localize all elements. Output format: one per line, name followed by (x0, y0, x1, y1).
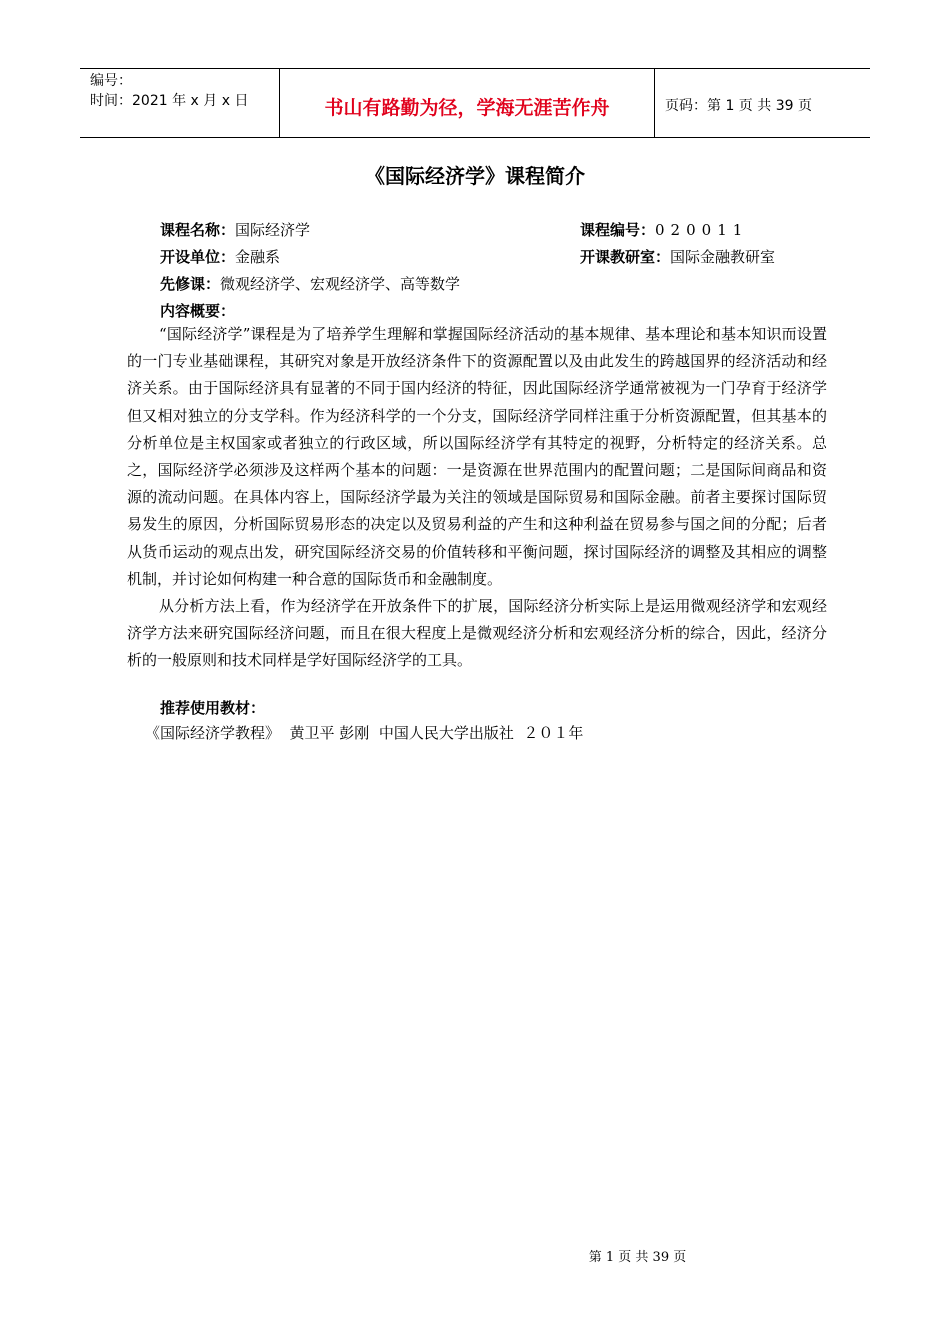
unit-label: 开设单位： (160, 248, 236, 266)
document-number-label: 编号： (90, 73, 132, 89)
unit-value: 金融系 (235, 248, 281, 266)
course-code-label: 课程编号： (580, 221, 656, 239)
header-info-cell (80, 69, 280, 137)
summary-label: 内容概要： (160, 302, 236, 320)
summary-paragraph-1: “国际经济学”课程是为了培养学生理解和掌握国际经济活动的基本规律、基本理论和基本知识而设置的一门专业基础课程，其研究对象是开放经济条件下的资源配置以及由此发生的跨越国界的经济活动和经济关系。由于国际经济具有显著的不同于国内经济的特征，因此国际经济学通常被视为一门孕育于经济学但又相对独立的分支学科。作为经济科学的一个分支，国际经济学同样注重于分析资源配置，但其基本的分析单位是主权国家或者独立的行政区域，所以国际经济学有其特定的视野，分析特定的经济关系。总之，国际经济学必须涉及这样两个基本的问题：一是资源在世界范围内的配置问题；二是国际间商品和资源的流动问题。在具体内容上，国际经济学最为关注的领域是国际贸易和国际金融。前者主要探讨国际贸易发生的原因，分析国际贸易形态的决定以及贸易利益的产生和这种利益在贸易参与国之间的分配；后者从货币运动的观点出发，研究国际经济交易的价值转移和平衡问题，探讨国际经济的调整及其相应的调整机制，并讨论如何构建一种合意的国际货币和金融制度。 (127, 325, 827, 588)
course-name-value: 国际经济学 (235, 221, 311, 239)
prereq-label: 先修课： (160, 275, 221, 293)
course-name-label: 课程名称： (160, 221, 236, 239)
course-code-value: 020011 (655, 221, 749, 239)
course-meta (160, 217, 840, 325)
meta-row-1 (160, 217, 840, 244)
meta-row-3 (160, 271, 840, 298)
textbook-entry: 《国际经济学教程》 黄卫平 彭刚 中国人民大学出版社 ２０１年 (145, 724, 584, 742)
document-time-label: 时间：2021 年 x 月 x 日 (90, 93, 249, 109)
summary-paragraph-2: 从分析方法上看，作为经济学在开放条件下的扩展，国际经济分析实际上是运用微观经济学和宏观经济学方法来研究国际经济问题，而且在很大程度上是微观经济分析和宏观经济分析的综合，因此，经济分析的一般原则和技术同样是学好国际经济学的工具。 (127, 597, 827, 670)
office-label: 开课教研室： (580, 248, 671, 266)
prereq-value: 微观经济学、宏观经济学、高等数学 (220, 275, 461, 293)
header-motto: 书山有路勤为径，学海无涯苦作舟 (280, 69, 655, 137)
office-value: 国际金融教研室 (670, 248, 776, 266)
page-header (80, 68, 870, 138)
textbook-label: 推荐使用教材： (160, 699, 266, 717)
header-page-info: 页码：第 1 页 共 39 页 (665, 98, 812, 114)
document-title: 《国际经济学》课程简介 (365, 164, 585, 188)
page-footer: 第 1 页 共 39 页 (588, 1250, 687, 1265)
summary-body (127, 321, 827, 675)
meta-row-2 (160, 244, 840, 271)
